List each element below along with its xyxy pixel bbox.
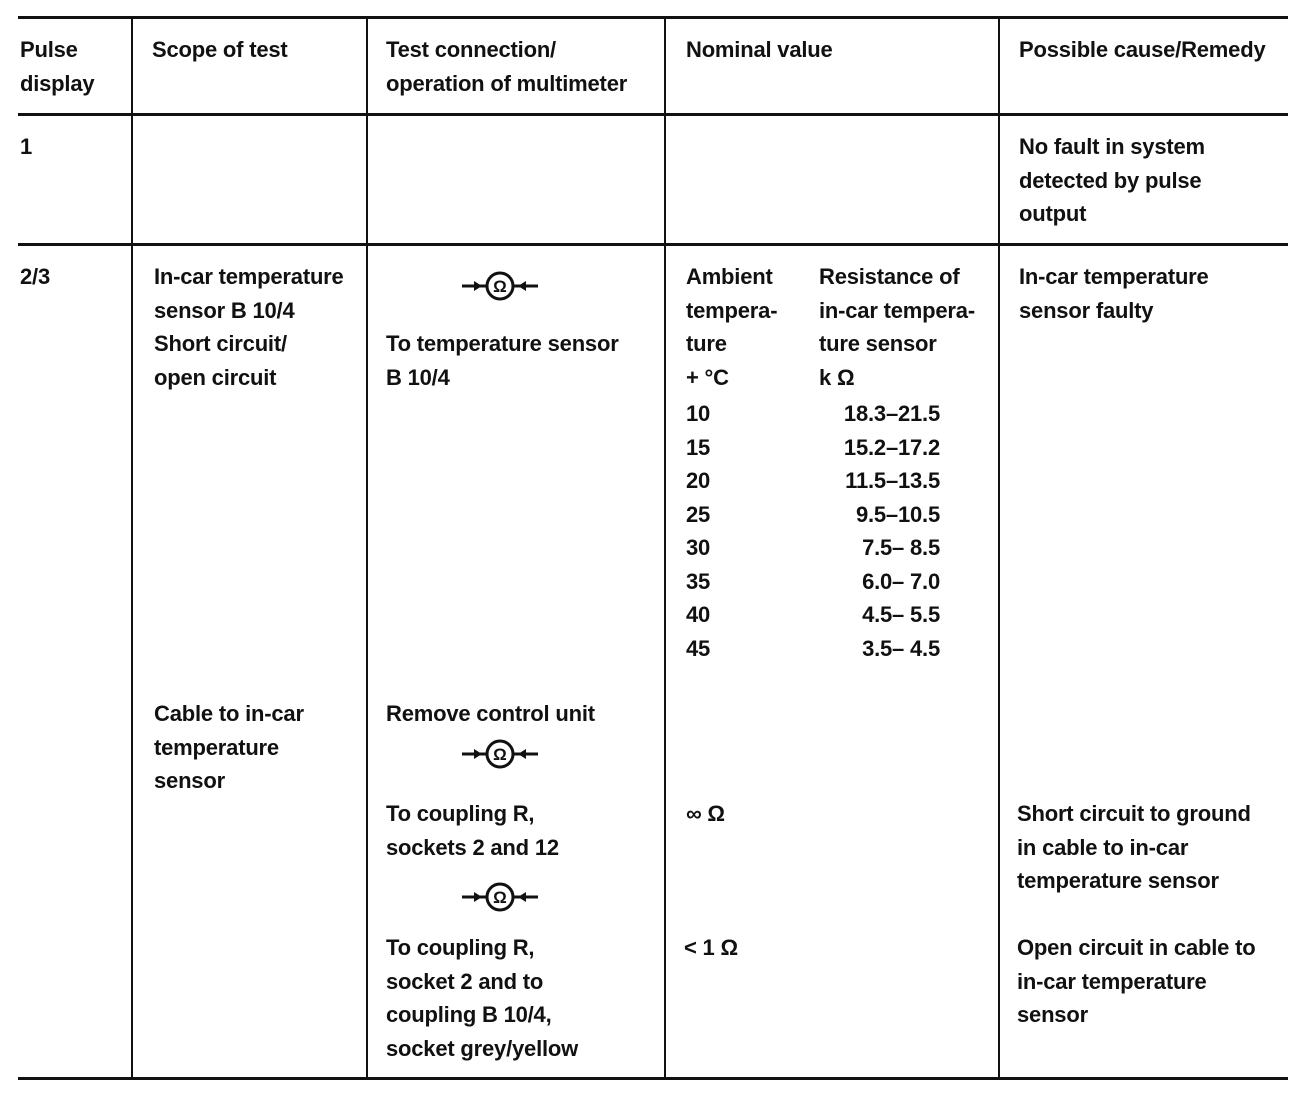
header-possible-cause: Possible cause/Remedy xyxy=(1019,37,1266,62)
header-test-connection: Test connection/ operation of multimeter xyxy=(386,37,628,96)
row2-connection-coupling-r-sockets: To coupling R, sockets 2 and 12 xyxy=(386,801,559,860)
svg-text:Ω: Ω xyxy=(493,277,507,296)
svg-text:Ω: Ω xyxy=(493,888,507,907)
nominal-less-than-1-ohm: < 1 Ω xyxy=(684,935,738,960)
temperature-value: 45 xyxy=(686,635,711,661)
row1-cause: No fault in system detected by pulse output xyxy=(1019,134,1205,226)
resistance-header: Resistance of in-car tempera- ture sensor k Ω xyxy=(819,264,975,390)
resistance-value: 4.5– 5.5 xyxy=(862,602,940,627)
rule-row1 xyxy=(18,243,1288,246)
row2-scope-cable: Cable to in-car temperature sensor xyxy=(154,701,304,793)
cause-short-circuit: Short circuit to ground in cable to in-car temperature sensor xyxy=(1017,801,1251,893)
resistance-value: 9.5–10.5 xyxy=(855,501,940,527)
resistance-value: 11.5–13.5 xyxy=(845,468,940,493)
resistance-value: 7.5– 8.5 xyxy=(862,535,940,560)
row2-pulse: 2/3 xyxy=(20,264,50,289)
header-nominal-value: Nominal value xyxy=(686,37,833,62)
cause-open-circuit: Open circuit in cable to in-car temperature sensor xyxy=(1017,935,1256,1027)
row2-cause-sensor: In-car temperature sensor faulty xyxy=(1019,264,1209,323)
row2-scope-sensor: In-car temperature sensor B 10/4 Short circuit/ open circuit xyxy=(154,264,344,390)
col-divider-3 xyxy=(664,16,666,1079)
temperature-value: 15 xyxy=(686,434,711,460)
temperature-value: 35 xyxy=(686,568,711,594)
remove-control-unit: Remove control unit xyxy=(386,701,595,726)
col-divider-4 xyxy=(998,16,1000,1079)
row2-connection-coupling-b: To coupling R, socket 2 and to coupling B 10/4, socket grey/yellow xyxy=(386,935,579,1061)
header-pulse-display: Pulse display xyxy=(20,37,95,96)
resistance-value: 18.3–21.5 xyxy=(843,401,940,426)
row2-connection-sensor: To temperature sensor B 10/4 xyxy=(386,331,619,390)
temperature-value: 20 xyxy=(686,468,711,493)
resistance-value: 15.2–17.2 xyxy=(843,434,940,460)
temperature-value: 10 xyxy=(686,401,711,426)
temperature-value: 40 xyxy=(686,602,711,627)
rule-bottom xyxy=(18,1077,1288,1080)
ambient-temperature-header: Ambient tempera- ture + °C xyxy=(686,264,778,390)
col-divider-1 xyxy=(131,16,133,1079)
rule-top xyxy=(18,16,1288,19)
temperature-values xyxy=(686,397,710,665)
col-divider-2 xyxy=(366,16,368,1079)
temperature-value: 30 xyxy=(686,535,711,560)
ohmmeter-icon xyxy=(460,736,540,772)
ohmmeter-icon xyxy=(460,268,540,304)
resistance-value: 3.5– 4.5 xyxy=(862,635,940,661)
row1-pulse: 1 xyxy=(20,134,33,159)
rule-header xyxy=(18,113,1288,116)
svg-text:Ω: Ω xyxy=(493,745,507,764)
temperature-value: 25 xyxy=(686,501,711,527)
resistance-value: 6.0– 7.0 xyxy=(862,568,940,594)
header-scope-of-test: Scope of test xyxy=(152,37,288,62)
ohmmeter-icon xyxy=(460,879,540,915)
nominal-infinite-ohm: ∞ Ω xyxy=(686,801,725,826)
resistance-values xyxy=(832,397,940,665)
